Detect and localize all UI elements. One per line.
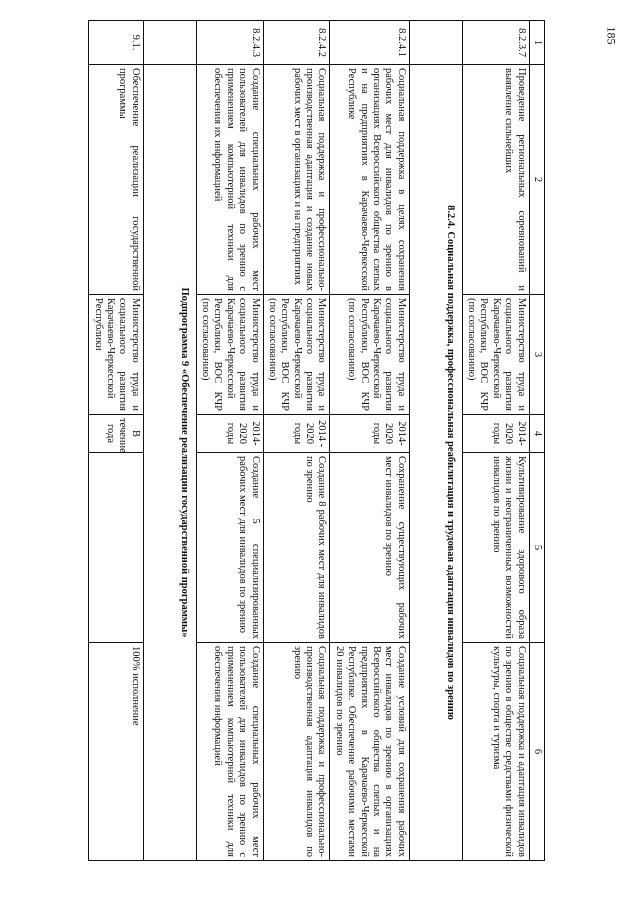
row-number: 8.2.4.1 [330, 21, 409, 65]
header-cell: 4 [529, 415, 544, 453]
result-cell: Создание 5 специализированных рабочих мест для инвалидов по зрению [196, 453, 263, 643]
row-number: 8.2.4.2 [263, 21, 330, 65]
goal-cell: Создание специальных рабочих мест пользователей для инвалидов по зрению с применением компьютерной техники для обеспечения информацией [196, 643, 263, 861]
result-cell [89, 453, 144, 643]
executor-cell: Министерство труда и социального развития Карачаево-Черкесской Республики, ВОС КЧР (по согласованию) [330, 295, 409, 415]
period-cell: 2014-2020 годы [330, 415, 409, 453]
section-heading: Подпрограмма 9 «Обеспечение реализации государственной программы» [143, 65, 196, 861]
header-row [529, 21, 544, 861]
rotated-page [5, 20, 545, 860]
result-cell: Культивирование здорового образа жизни и неограниченных возможностей инвалидов по зрению [462, 453, 529, 643]
goal-cell: Создание условий для сохранения рабочих мест инвалидов по зрению в организациях Всероссийского общества слепых и на предприятиях в Карачаево-Черкесской Республике. Обеспечение рабочими местами 20 инвалидов по зрению [330, 643, 409, 861]
measure-cell: Обеспечение реализации государственной программы [89, 65, 144, 295]
section-heading: 8.2.4. Социальная поддержка, профессиональная реабилитация и трудовая адаптация инвалидов по зрению [409, 65, 462, 861]
period-cell: 2014-2020 годы [196, 415, 263, 453]
table-row [462, 21, 529, 861]
table-row [263, 21, 330, 861]
header-cell: 5 [529, 453, 544, 643]
header-cell: 3 [529, 295, 544, 415]
executor-cell: Министерство труда и социального развития Карачаево-Черкесской Республики [89, 295, 144, 415]
goal-cell: Социальная поддержка и адаптация инвалидов по зрению в обществе средствами физической культуры, спорта и туризма [462, 643, 529, 861]
executor-cell: Министерство труда и социального развития Карачаево-Черкесской Республики, ВОС КЧР (по согласованию) [196, 295, 263, 415]
header-cell: 2 [529, 65, 544, 295]
period-cell: 2014-2020 годы [462, 415, 529, 453]
measure-cell: Социальная поддержка и профессионально-производственная адаптация и создание новых рабочих мест в организациях и на предприятиях [263, 65, 330, 295]
section-row [409, 21, 462, 861]
table-row [89, 21, 144, 861]
measure-cell: Создание специальных рабочих мест пользователей для инвалидов по зрению с применением компьютерной техники для обеспечения их информацией [196, 65, 263, 295]
executor-cell: Министерство труда и социального развития Карачаево-Черкесской Республики, ВОС КЧР (по согласованию) [462, 295, 529, 415]
measure-cell: Проведение региональных соревнований и выявление сильнейших [462, 65, 529, 295]
header-cell: 6 [529, 643, 544, 861]
table-row [196, 21, 263, 861]
result-cell: Создание 8 рабочих мест для инвалидов по зрению [263, 453, 330, 643]
page-number: 185 [604, 26, 619, 45]
program-table [88, 20, 545, 861]
row-number: 8.2.3.7 [462, 21, 529, 65]
goal-cell: Социальная поддержка и профессионально-производственная адаптация инвалидов по зрению [263, 643, 330, 861]
header-cell: 1 [529, 21, 544, 65]
row-number: 8.2.4.3 [196, 21, 263, 65]
executor-cell: Министерство труда и социального развития Карачаево-Черкесской Республики, ВОС КЧР (по согласованию) [263, 295, 330, 415]
section-row [143, 21, 196, 861]
period-cell: В течение года [89, 415, 144, 453]
goal-cell: 100% исполнение [89, 643, 144, 861]
period-cell: 2014 - 2020 годы [263, 415, 330, 453]
result-cell: Сохранение существующих рабочих мест инвалидов по зрению [330, 453, 409, 643]
row-number: 9.1. [89, 21, 144, 65]
table-row [330, 21, 409, 861]
measure-cell: Социальная поддержка в целях сохранения рабочих мест для инвалидов по зрению в организациях Всероссийского общества слепых и на предприятиях в Карачаево-Черкесской Республике [330, 65, 409, 295]
